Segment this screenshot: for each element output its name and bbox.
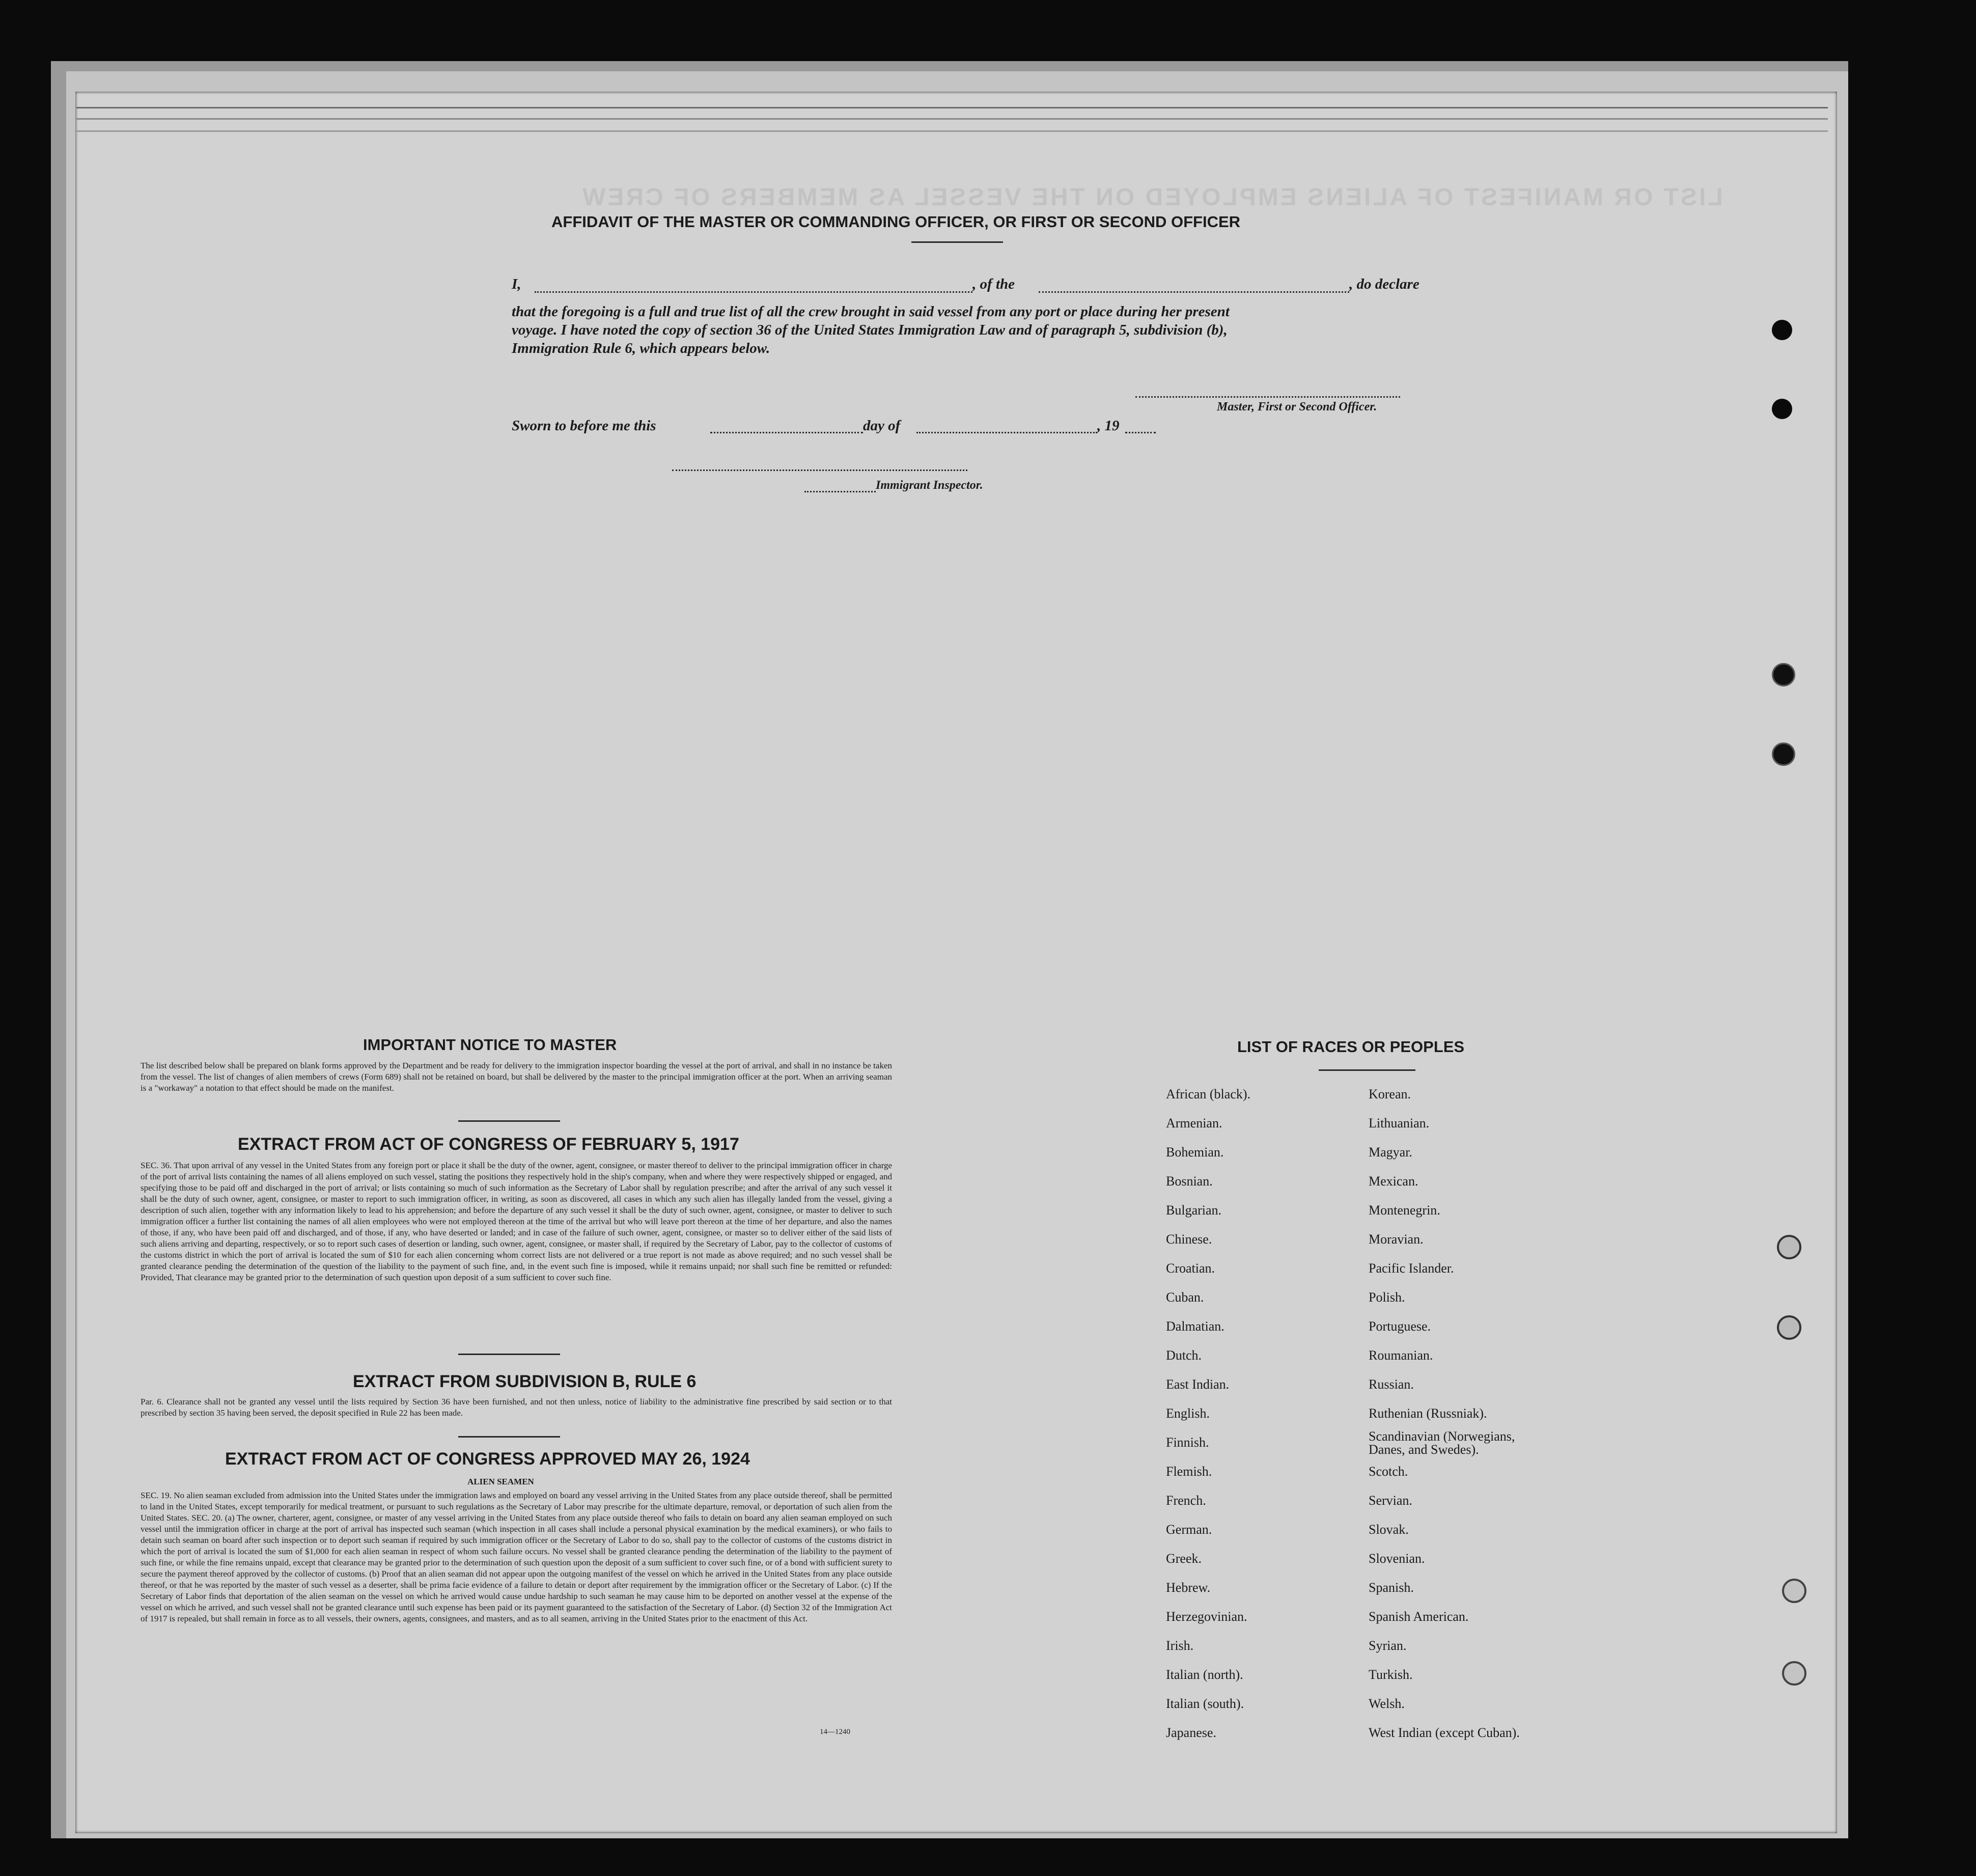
year-blank[interactable]: [1125, 432, 1156, 433]
race-item: Scandinavian (Norwegians, Danes, and Swedes).: [1369, 1429, 1515, 1457]
master-label: Master, First or Second Officer.: [1217, 400, 1377, 413]
race-item: Herzegovinian.: [1166, 1609, 1247, 1624]
binding-hole: [1782, 1661, 1806, 1686]
affidavit-line2: that the foregoing is a full and true list of all the crew brought in said vessel from any port or place during her present: [512, 304, 1230, 320]
master-signature-blank[interactable]: [1135, 396, 1400, 398]
race-item: Japanese.: [1166, 1725, 1216, 1740]
race-item: German.: [1166, 1522, 1212, 1537]
day-of-label: day of: [863, 418, 901, 434]
binding-hole: [1777, 1235, 1801, 1259]
extract-1924-title: EXTRACT FROM ACT OF CONGRESS APPROVED MAY 26, 1924: [225, 1449, 750, 1469]
sworn-day-blank[interactable]: [710, 432, 863, 433]
divider: [458, 1354, 560, 1355]
notice-title: IMPORTANT NOTICE TO MASTER: [363, 1036, 617, 1054]
race-item: East Indian.: [1166, 1377, 1230, 1392]
binding-hole: [1772, 320, 1792, 340]
race-item: Italian (north).: [1166, 1667, 1243, 1682]
race-item: Dutch.: [1166, 1348, 1202, 1363]
binding-hole: [1772, 742, 1795, 766]
affidavit-line3: voyage. I have noted the copy of section 36 of the United States Immigration Law and of paragraph 5, subdivision (b),: [512, 322, 1228, 338]
race-item: Magyar.: [1369, 1145, 1412, 1160]
race-item: Bohemian.: [1166, 1145, 1224, 1160]
race-item: Welsh.: [1369, 1696, 1405, 1711]
race-item: Turkish.: [1369, 1667, 1413, 1682]
inspector-signature-blank[interactable]: [672, 470, 967, 471]
race-item: Moravian.: [1369, 1232, 1424, 1247]
alien-seamen-subtitle: ALIEN SEAMEN: [467, 1477, 534, 1486]
top-edge-line: [76, 107, 1828, 108]
top-edge-line-3: [76, 130, 1828, 132]
race-item: Scotch.: [1369, 1464, 1408, 1479]
inspector-label: Immigrant Inspector.: [876, 479, 983, 492]
race-item: Slovak.: [1369, 1522, 1409, 1537]
race-item: English.: [1166, 1406, 1210, 1421]
binding-hole: [1777, 1315, 1801, 1340]
bleed-through-text: LIST OR MANIFEST OF ALIENS EMPLOYED ON THE VESSEL AS MEMBERS OF CREW: [580, 184, 1723, 211]
race-item: Italian (south).: [1166, 1696, 1244, 1711]
affidavit-line4: Immigration Rule 6, which appears below.: [512, 340, 770, 356]
race-item: Cuban.: [1166, 1290, 1204, 1305]
race-item: Bosnian.: [1166, 1174, 1213, 1189]
race-item: Finnish.: [1166, 1435, 1209, 1450]
sworn-month-blank[interactable]: [916, 432, 1097, 433]
race-item: Korean.: [1369, 1087, 1411, 1101]
binding-hole: [1772, 399, 1792, 419]
race-item: Flemish.: [1166, 1464, 1212, 1479]
race-item: Croatian.: [1166, 1261, 1215, 1276]
race-item: West Indian (except Cuban).: [1369, 1725, 1520, 1740]
affidavit-title: AFFIDAVIT OF THE MASTER OR COMMANDING OFFICER, OR FIRST OR SECOND OFFICER: [551, 213, 1241, 231]
race-item: Portuguese.: [1369, 1319, 1431, 1334]
race-item: Mexican.: [1369, 1174, 1418, 1189]
extract-1924-text: SEC. 19. No alien seaman excluded from admission into the United States under the immigration laws and employed on board any vessel arriving in the United States from any place outside thereof, shall be permitted to land in the United States, except temporarily for medical treatment, or pursuant to such regulations as the Secretary of Labor may prescribe for the ultimate departure, removal, or deportation of such alien from the United States. SEC. 20. (a) The owner, charterer, agent, consignee, or master of any vessel arriving in the United States from any place outside thereof who fails to detain on board any alien seaman employed on such vessel until the immigration officer in charge at the port of arrival has inspected such seaman (which inspection in all cases shall include a personal physical examination by the medical examiners), or who fails to detain such seaman on board after such inspection or to deport such seaman if required by such immigration officer or the Secretary of Labor to do so, shall pay to the collector of customs of the customs district in which the port of arrival is located the sum of $1,000 for each alien seaman in respect of whom such failure occurs. No vessel shall be granted clearance pending the determination of the liability to the payment of such fine, or while the fine remains unpaid, except that clearance may be granted prior to the determination of such question upon the deposit of a sum sufficient to cover such fine, or of a bond with sufficient surety to secure the payment thereof approved by the collector of customs. (b) Proof that an alien seaman did not appear upon the outgoing manifest of the vessel on which he arrived in the United States from any place outside thereof, or that he was reported by the master of such vessel as a deserter, shall be prima facie evidence of a failure to detain or deport after requirement by the immigration officer or the Secretary of Labor. (c) If the Secretary of Labor finds that deportation of the alien seaman on the vessel on which he arrived would cause undue hardship to such seaman he may cause him to be deported on another vessel at the expense of the vessel on which he arrived, and such vessel shall not be granted clearance until such expense has been paid or its payment guaranteed to the satisfaction of the Secretary of Labor. (d) Section 32 of the Immigration Act of 1917 is repealed, but shall remain in force as to all vessels, their owners, agents, consignees, and masters, and as to all seamen, arriving in the United States prior to the enactment of this Act.: [141, 1491, 892, 1623]
race-item: Montenegrin.: [1369, 1203, 1440, 1218]
races-title-underline: [1319, 1069, 1415, 1071]
race-item: Polish.: [1369, 1290, 1405, 1305]
race-item: Irish.: [1166, 1638, 1194, 1653]
extract-rule6-text: Par. 6. Clearance shall not be granted any vessel until the lists required by Section 36 have been furnished, and not then unless, notice of liability to the administrative fine prescribed by said section or to that prescribed by section 35 having been served, the deposit specified in Rule 22 has been made.: [141, 1397, 892, 1418]
vessel-blank[interactable]: [1039, 291, 1349, 293]
race-item: Servian.: [1369, 1493, 1412, 1508]
top-edge-line-2: [76, 118, 1828, 120]
race-item: Slovenian.: [1369, 1551, 1425, 1566]
affidavit-i: I,: [512, 276, 521, 292]
affidavit-of-the: , of the: [972, 276, 1015, 292]
race-item: Roumanian.: [1369, 1348, 1433, 1363]
name-blank[interactable]: [535, 291, 972, 293]
race-item: Chinese.: [1166, 1232, 1212, 1247]
race-item: Syrian.: [1369, 1638, 1407, 1653]
race-item: Hebrew.: [1166, 1580, 1211, 1595]
divider: [458, 1436, 560, 1438]
race-item: Armenian.: [1166, 1116, 1222, 1130]
title-underline: [911, 241, 1003, 243]
year-label: , 19: [1097, 418, 1120, 434]
divider: [458, 1120, 560, 1122]
extract-1917-title: EXTRACT FROM ACT OF CONGRESS OF FEBRUARY 5, 1917: [238, 1135, 739, 1154]
extract-1917-text: SEC. 36. That upon arrival of any vessel in the United States from any foreign port or place it shall be the duty of the owner, agent, consignee, or master thereof to deliver to the principal immigration officer in charge of the port of arrival lists containing the names of all aliens employed on such vessel, stating the positions they respectively hold in the ship's company, when and where they were respectively shipped or engaged, and specifying those to be paid off and discharged in the port of arrival; or lists containing so much of such information as the Secretary of Labor shall by regulation prescribe; and after the arrival of any such vessel it shall be the duty of such owner, agent, consignee, or master to report to such immigration officer, in writing, as soon as discovered, all cases in which any such alien has illegally landed from the vessel, giving a description of such alien, together with any information likely to lead to his apprehension; and before the departure of any such vessel it shall be the duty of such owner, agent, consignee, or master to deliver to such immigration officer a further list containing the names of all alien employees who were not employed thereon at the time of the arrival but who will leave port thereon at the time of her departure, and also the names of those, if any, who have been paid off and discharged, and of those, if any, who have deserted or landed; and in case of the failure of such owner, agent, consignee, or master so to deliver either of the said lists of such aliens arriving and departing, respectively, or so to report such cases of desertion or landing, such owner, agent, consignee, or master shall, if required by the Secretary of Labor, pay to the collector of customs of the customs district in which the port of arrival is located the sum of $10 for each alien concerning whom correct lists are not delivered or a true report is not made as above required; and no such vessel shall be granted clearance pending the determination of the question of the liability to the payment of such fine, and, in the event such fine is imposed, while it remains unpaid; nor shall such fine be remitted or refunded: Provided, That clearance may be granted prior to the determination of such question upon deposit of a sum sufficient to cover such fine.: [141, 1161, 892, 1282]
binding-hole: [1772, 663, 1795, 686]
form-number: 14—1240: [820, 1728, 850, 1736]
race-item: Spanish.: [1369, 1580, 1414, 1595]
race-item: French.: [1166, 1493, 1206, 1508]
sworn-label: Sworn to before me this: [512, 418, 656, 434]
binding-hole: [1782, 1579, 1806, 1603]
race-item: Pacific Islander.: [1369, 1261, 1454, 1276]
notice-text: The list described below shall be prepared on blank forms approved by the Department and be ready for delivery to the immigration inspector boarding the vessel at the port of arrival, and shall in no instance be taken from the vessel. The list of changes of alien members of crews (Form 689) shall not be retained on board, but shall be delivered by the master to the principal immigration officer at the port. When an arriving seaman is a "workaway" a notation to that effect should be made on the manifest.: [141, 1061, 892, 1093]
race-item: Lithuanian.: [1369, 1116, 1430, 1130]
inspector-prefix-blank: [804, 491, 876, 492]
affidavit-declare: , do declare: [1349, 276, 1420, 292]
extract-rule6-title: EXTRACT FROM SUBDIVISION B, RULE 6: [353, 1372, 697, 1391]
race-item: Dalmatian.: [1166, 1319, 1224, 1334]
race-item: Bulgarian.: [1166, 1203, 1222, 1218]
race-item: African (black).: [1166, 1087, 1251, 1101]
races-title: LIST OF RACES OR PEOPLES: [1237, 1038, 1465, 1056]
race-item: Greek.: [1166, 1551, 1202, 1566]
race-item: Russian.: [1369, 1377, 1414, 1392]
race-item: Ruthenian (Russniak).: [1369, 1406, 1487, 1421]
race-item: Spanish American.: [1369, 1609, 1469, 1624]
